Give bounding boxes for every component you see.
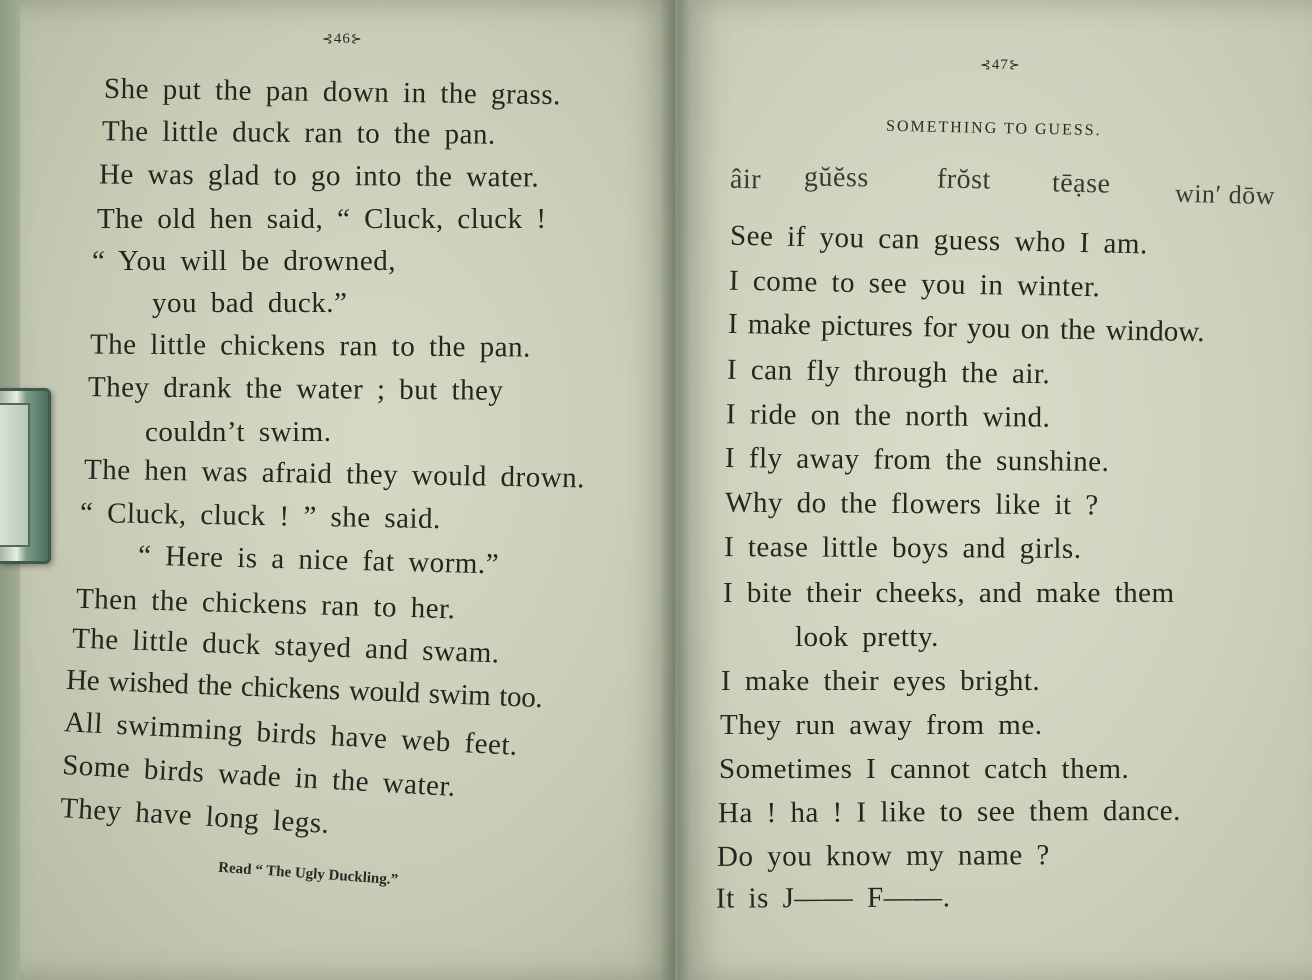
- ornament-right-icon: ⊱: [350, 31, 363, 46]
- right-line-14: Ha ! ha ! I like to see them dance.: [717, 794, 1181, 830]
- ornament-left-icon: ⊰: [322, 31, 334, 46]
- page-number-left: [322, 31, 363, 48]
- right-line-9: I bite their cheeks, and make them: [723, 577, 1175, 609]
- vocab-word-1: âir: [729, 163, 762, 196]
- left-line-8: They drank the water ; but they: [87, 371, 504, 407]
- left-line-10: The hen was afraid they would drown.: [83, 453, 586, 495]
- left-line-7: The little chickens ran to the pan.: [89, 328, 531, 364]
- right-line-10: look pretty.: [795, 621, 939, 653]
- right-line-15: Do you know my name ?: [716, 839, 1050, 873]
- ornament-left-icon: ⊰: [980, 57, 992, 72]
- left-line-2: The little duck ran to the pan.: [101, 115, 496, 151]
- left-line-12: “ Here is a nice fat worm.”: [137, 539, 500, 581]
- right-line-5: I ride on the north wind.: [725, 398, 1051, 434]
- left-line-16: All swimming birds have web feet.: [63, 706, 519, 762]
- page-number-right: [980, 57, 1021, 74]
- right-line-12: They run away from me.: [720, 709, 1043, 741]
- right-line-16: It is J—— F——.: [715, 881, 951, 915]
- right-line-7: Why do the flowers like it ?: [724, 486, 1099, 522]
- right-line-6: I fly away from the sunshine.: [724, 441, 1110, 479]
- right-line-11: I make their eyes bright.: [721, 665, 1041, 697]
- right-line-1: See if you can guess who I am.: [729, 219, 1149, 261]
- right-line-3: I make pictures for you on the window.: [727, 307, 1205, 349]
- page-number-right-value: 47: [991, 57, 1009, 73]
- vocab-word-5: win′ dōw: [1174, 178, 1276, 211]
- page-number-left-value: 46: [333, 31, 351, 47]
- left-line-14: The little duck stayed and swam.: [71, 622, 501, 670]
- page-clip: [0, 388, 51, 564]
- ornament-right-icon: ⊱: [1008, 57, 1021, 72]
- book-gutter: [660, 0, 690, 980]
- right-line-8: I tease little boys and girls.: [723, 531, 1082, 565]
- footnote: Read “ The Ugly Duckling.”: [217, 859, 399, 889]
- left-line-11: “ Cluck, cluck ! ” she said.: [79, 496, 442, 536]
- left-line-6: you bad duck.”: [152, 287, 348, 319]
- vocab-word-2: gŭĕss: [803, 161, 869, 194]
- right-line-4: I can fly through the air.: [726, 353, 1051, 391]
- left-line-9: couldn’t swim.: [145, 416, 332, 448]
- section-heading: SOMETHING TO GUESS.: [885, 117, 1102, 140]
- left-line-5: “ You will be drowned,: [92, 245, 397, 277]
- left-line-17: Some birds wade in the water.: [61, 749, 457, 803]
- left-line-1: She put the pan down in the grass.: [103, 72, 562, 112]
- right-line-13: Sometimes I cannot catch them.: [719, 753, 1130, 785]
- vocab-word-3: frŏst: [936, 163, 992, 196]
- left-line-18: They have long legs.: [59, 792, 331, 840]
- left-line-13: Then the chickens ran to her.: [75, 582, 456, 626]
- left-line-3: He was glad to go into the water.: [98, 158, 540, 194]
- left-line-4: The old hen said, “ Cluck, cluck !: [97, 203, 547, 235]
- left-line-15: He wished the chickens would swim too.: [65, 663, 544, 715]
- right-line-2: I come to see you in winter.: [728, 264, 1101, 304]
- vocab-word-4: tēạse: [1051, 167, 1111, 200]
- page-clip-inner: [0, 403, 30, 547]
